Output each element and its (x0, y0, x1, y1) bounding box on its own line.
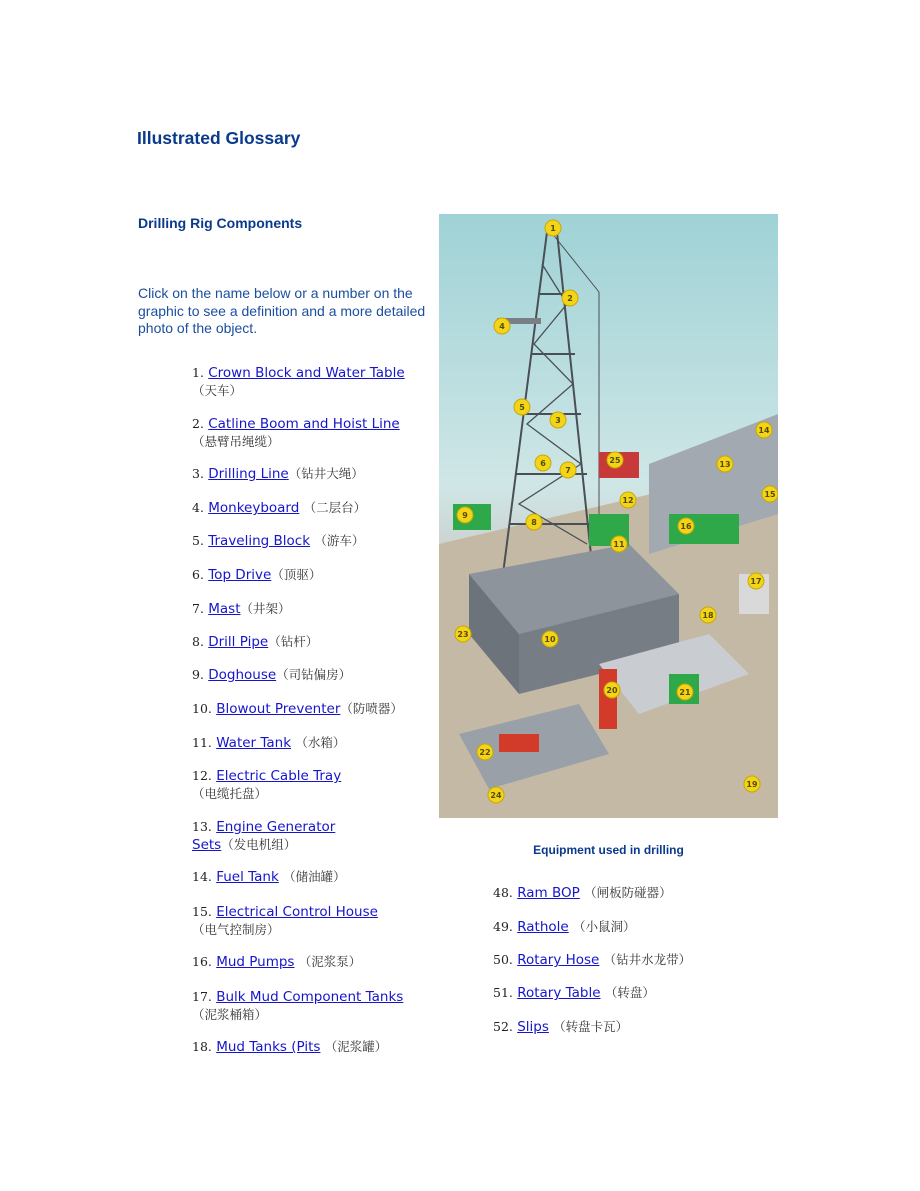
glossary-link[interactable]: Slips (517, 1019, 549, 1035)
marker-1[interactable] (545, 220, 561, 236)
marker-label: 14 (758, 426, 770, 435)
chinese-term: （悬臂吊绳缆） (192, 434, 280, 449)
item-number: 1. (192, 365, 204, 380)
marker-label: 19 (746, 780, 758, 789)
glossary-item (493, 951, 691, 969)
item-number: 14. (192, 869, 212, 884)
item-number: 51. (493, 985, 513, 1000)
marker-label: 20 (606, 686, 618, 695)
marker-2[interactable] (562, 290, 578, 306)
item-number: 4. (192, 500, 204, 515)
marker-20[interactable] (604, 682, 620, 698)
item-number: 10. (192, 701, 212, 716)
glossary-item (493, 918, 636, 936)
glossary-link[interactable]: Mast (208, 601, 241, 617)
glossary-item (192, 499, 366, 517)
glossary-link[interactable]: Electric Cable Tray (216, 768, 342, 784)
item-number: 12. (192, 768, 212, 783)
glossary-item (493, 884, 672, 902)
marker-24[interactable] (488, 787, 504, 803)
glossary-link[interactable]: Drilling Line (208, 466, 289, 482)
chinese-term: （防喷器） (340, 701, 403, 716)
glossary-item (192, 566, 321, 584)
item-number: 18. (192, 1039, 212, 1054)
chinese-term: （泥浆桶箱） (192, 1007, 268, 1022)
chinese-term: （泥浆泵） (298, 954, 362, 969)
chinese-term: （水箱） (295, 735, 346, 750)
glossary-item (192, 600, 291, 618)
glossary-item (192, 988, 403, 1024)
figure-caption: Equipment used in drilling (533, 843, 684, 857)
glossary-item (493, 1018, 628, 1036)
marker-label: 9 (462, 511, 468, 520)
chinese-term: （电气控制房） (192, 922, 280, 937)
marker-14[interactable] (756, 422, 772, 438)
marker-label: 25 (609, 456, 621, 465)
chinese-term: （转盘） (604, 985, 655, 1000)
chinese-term: （游车） (314, 533, 365, 548)
item-number: 52. (493, 1019, 513, 1034)
marker-21[interactable] (677, 684, 693, 700)
chinese-term: （井架） (240, 601, 291, 616)
marker-12[interactable] (620, 492, 636, 508)
glossary-link[interactable]: Bulk Mud Component Tanks (216, 989, 404, 1005)
glossary-item (192, 666, 351, 684)
glossary-link[interactable]: Rotary Hose (517, 952, 600, 968)
marker-label: 21 (679, 688, 691, 697)
item-number: 5. (192, 533, 204, 548)
chinese-term: （钻井大绳） (288, 466, 364, 481)
item-number: 13. (192, 819, 212, 834)
marker-label: 22 (479, 748, 491, 757)
marker-label: 5 (519, 403, 525, 412)
marker-22[interactable] (477, 744, 493, 760)
marker-17[interactable] (748, 573, 764, 589)
glossary-link[interactable]: Electrical Control House (216, 904, 378, 920)
chinese-term: （顶驱） (271, 567, 322, 582)
chinese-term: （闸板防碰器） (584, 885, 672, 900)
marker-label: 7 (565, 466, 571, 475)
chinese-term: （司钻偏房） (276, 667, 352, 682)
marker-4[interactable] (494, 318, 510, 334)
glossary-link[interactable]: Mud Tanks (Pits (216, 1039, 321, 1055)
glossary-item (192, 868, 346, 886)
glossary-item (192, 953, 361, 971)
marker-25[interactable] (607, 452, 623, 468)
marker-15[interactable] (762, 486, 778, 502)
marker-label: 8 (531, 518, 537, 527)
glossary-link[interactable]: Top Drive (208, 567, 272, 583)
marker-label: 6 (540, 459, 546, 468)
chinese-term: （钻井水龙带） (603, 952, 692, 967)
marker-23[interactable] (455, 626, 471, 642)
marker-label: 18 (702, 611, 714, 620)
marker-label: 11 (613, 540, 625, 549)
marker-11[interactable] (611, 536, 627, 552)
marker-10[interactable] (542, 631, 558, 647)
marker-7[interactable] (560, 462, 576, 478)
marker-label: 1 (550, 224, 556, 233)
glossary-link[interactable]: Traveling Block (208, 533, 311, 549)
glossary-item (192, 415, 407, 451)
glossary-item (192, 734, 345, 752)
glossary-link[interactable]: Engine Generator Sets (192, 819, 336, 853)
marker-18[interactable] (700, 607, 716, 623)
page-title: Illustrated Glossary (137, 128, 301, 148)
item-number: 15. (192, 904, 212, 919)
chinese-term: （转盘卡瓦） (553, 1019, 629, 1034)
glossary-link[interactable]: Blowout Preventer (216, 701, 341, 717)
glossary-link[interactable]: Monkeyboard (208, 500, 300, 516)
chinese-term: （小鼠洞） (573, 919, 636, 934)
marker-label: 17 (750, 577, 762, 586)
marker-3[interactable] (550, 412, 566, 428)
chinese-term: （二层台） (303, 500, 367, 515)
section-title: Drilling Rig Components (138, 215, 303, 231)
marker-5[interactable] (514, 399, 530, 415)
marker-label: 4 (499, 322, 505, 331)
marker-13[interactable] (717, 456, 733, 472)
item-number: 11. (192, 735, 212, 750)
marker-label: 2 (567, 294, 573, 303)
item-number: 6. (192, 567, 204, 582)
glossary-link[interactable]: Water Tank (216, 735, 292, 751)
glossary-item (192, 818, 367, 854)
glossary-link[interactable]: Rathole (517, 919, 569, 935)
glossary-link[interactable]: Catline Boom and Hoist Line (208, 416, 400, 432)
marker-16[interactable] (678, 518, 694, 534)
item-number: 3. (192, 466, 204, 481)
intro-text: Click on the name below or a number on the graphic to see a definition and a more detailed photo of the object. (138, 285, 426, 336)
item-number: 17. (192, 989, 212, 1004)
marker-label: 24 (490, 791, 502, 800)
item-number: 8. (192, 634, 204, 649)
glossary-link[interactable]: Doghouse (208, 667, 277, 683)
marker-19[interactable] (744, 776, 760, 792)
blowout-preventer-stack (599, 669, 617, 729)
marker-label: 16 (680, 522, 692, 531)
glossary-item (192, 903, 378, 939)
item-number: 49. (493, 919, 513, 934)
marker-6[interactable] (535, 455, 551, 471)
glossary-link[interactable]: Mud Pumps (216, 954, 295, 970)
item-number: 50. (493, 952, 513, 967)
chinese-term: （天车） (192, 383, 243, 398)
item-number: 7. (192, 601, 204, 616)
item-number: 9. (192, 667, 204, 682)
glossary-item (192, 767, 341, 803)
choke-manifold (499, 734, 539, 752)
glossary-item (192, 465, 364, 483)
marker-label: 13 (719, 460, 731, 469)
chinese-term: （储油罐） (283, 869, 346, 884)
marker-label: 23 (457, 630, 469, 639)
chinese-term: （泥浆罐） (324, 1039, 388, 1054)
marker-label: 12 (622, 496, 634, 505)
marker-label: 15 (764, 490, 776, 499)
chinese-term: （电缆托盘） (192, 786, 268, 801)
glossary-item (192, 633, 318, 651)
marker-label: 10 (544, 635, 556, 644)
glossary-item (192, 532, 364, 550)
glossary-link[interactable]: Rotary Table (517, 985, 601, 1001)
item-number: 16. (192, 954, 212, 969)
chinese-term: （发电机组） (221, 837, 297, 852)
item-number: 2. (192, 416, 204, 431)
glossary-link[interactable]: Crown Block and Water Table (208, 365, 405, 381)
drilling-rig-illustration[interactable] (439, 214, 778, 818)
chinese-term: （钻杆） (268, 634, 319, 649)
glossary-item (192, 364, 405, 400)
glossary-item (192, 700, 403, 718)
marker-9[interactable] (457, 507, 473, 523)
marker-label: 3 (555, 416, 561, 425)
glossary-item (192, 1038, 387, 1056)
marker-8[interactable] (526, 514, 542, 530)
item-number: 48. (493, 885, 513, 900)
glossary-link[interactable]: Drill Pipe (208, 634, 269, 650)
glossary-item (493, 984, 655, 1002)
glossary-link[interactable]: Fuel Tank (216, 869, 279, 885)
glossary-link[interactable]: Ram BOP (517, 885, 580, 901)
